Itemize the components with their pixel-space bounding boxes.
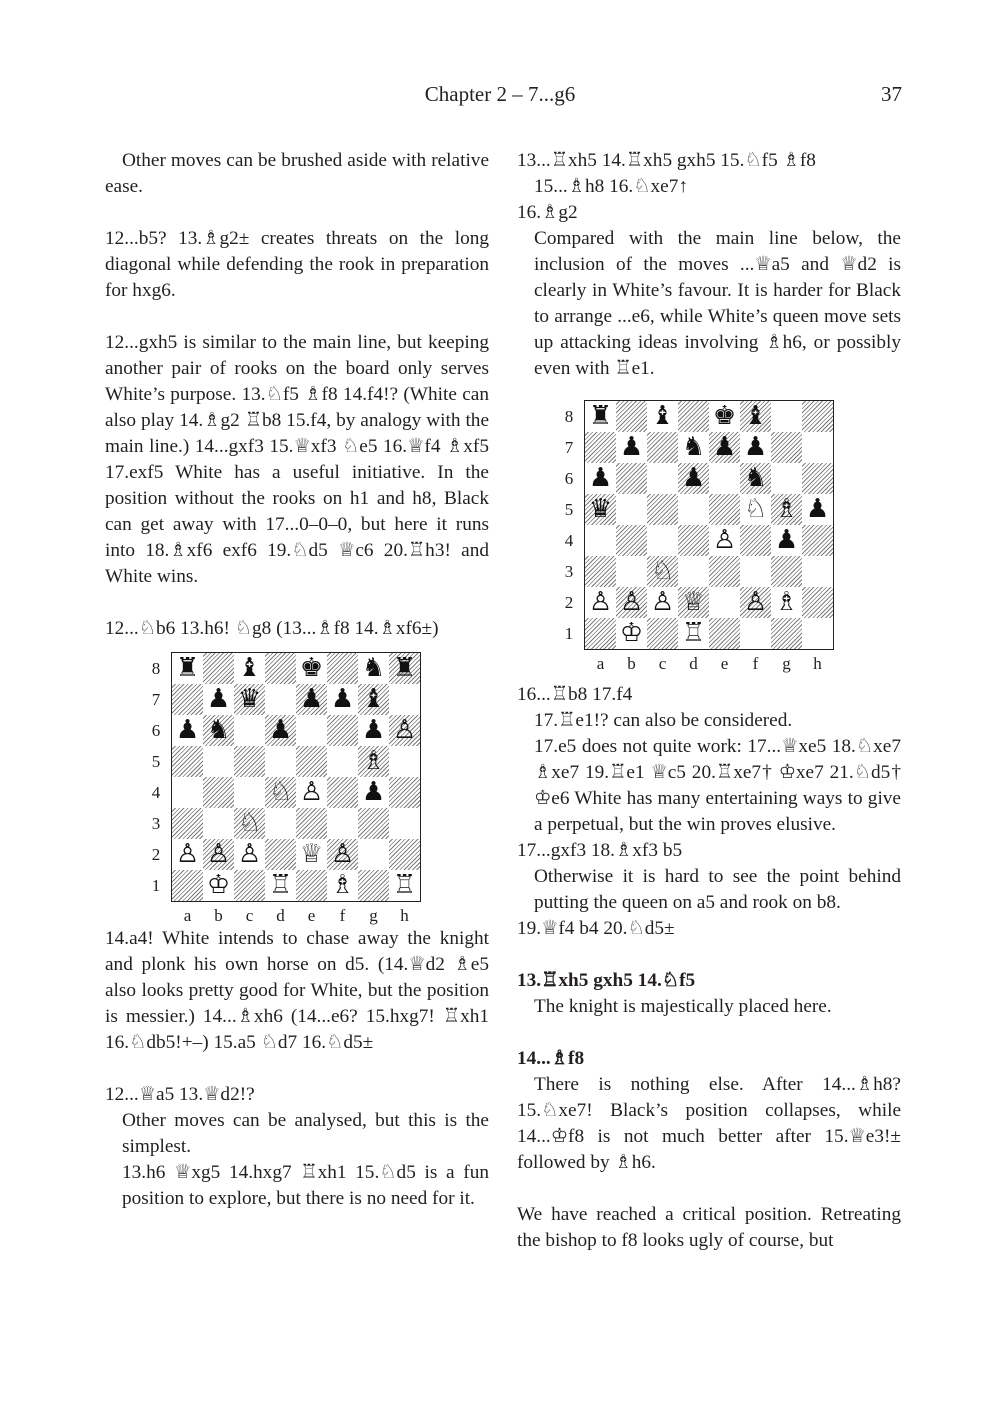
chess-piece: ♝ [650,401,675,431]
chess-piece: ♞ [361,653,386,683]
chess-piece: ♗ [361,746,386,776]
file-labels [172,903,420,929]
square-e2 [709,587,740,618]
square-g1 [358,870,389,901]
rank-label: 7 [151,690,161,709]
file-label: a [183,906,192,925]
square-c8 [647,401,678,432]
chess-piece: ♟ [299,684,324,714]
square-c2 [234,839,265,870]
square-h7 [802,432,833,463]
chessboard-1 [171,652,421,902]
square-d7 [265,684,296,715]
chess-piece: ♙ [588,587,613,617]
square-a4 [585,525,616,556]
square-b8 [616,401,647,432]
square-c7 [234,684,265,715]
chess-piece: ♜ [175,653,200,683]
chess-piece: ♘ [268,777,293,807]
chess-piece: ♟ [805,494,830,524]
paragraph: 14.a4! White intends to chase away the knight and plonk his own horse on d5. (14.♕d2 ♗e5 also looks pretty good for White, but the position is messier.) 14...♗xh6 (14...e6? 15.hxg7! ♖xh1 16.♘db5!+–) 15.a5 ♘d7 16.♘d5± [105,928,489,1053]
chess-piece: ♛ [237,684,262,714]
chess-piece: ♟ [361,777,386,807]
square-f8 [327,653,358,684]
rank-label: 1 [151,876,161,895]
square-g7 [771,432,802,463]
square-f7 [740,432,771,463]
chess-piece: ♝ [361,684,386,714]
square-b4 [616,525,647,556]
square-e2 [296,839,327,870]
chess-piece: ♝ [743,401,768,431]
square-g2 [771,587,802,618]
chess-piece: ♗ [330,870,355,900]
chess-piece: ♚ [712,401,737,431]
square-a1 [585,618,616,649]
square-e8 [709,401,740,432]
chess-piece: ♟ [619,432,644,462]
square-g2 [358,839,389,870]
square-b2 [203,839,234,870]
chess-piece: ♘ [650,556,675,586]
square-f6 [327,715,358,746]
chess-piece: ♔ [206,870,231,900]
square-e1 [709,618,740,649]
chess-piece: ♞ [743,463,768,493]
square-e6 [709,463,740,494]
paragraph: There is nothing else. After 14...♗h8? 15.♘xe7! Black’s position collapses, while 14...♔f8 is not much better after 15.♕e3!± followed by ♗h6. [517,1074,901,1173]
square-g3 [358,808,389,839]
square-d6 [265,715,296,746]
square-b7 [203,684,234,715]
square-b1 [616,618,647,649]
chess-piece: ♙ [650,587,675,617]
paragraph: 13...♖xh5 14.♖xh5 gxh5 15.♘f5 ♗f8 [517,150,816,171]
chess-piece: ♙ [206,839,231,869]
chess-piece: ♟ [175,715,200,745]
rank-label: 4 [564,531,574,550]
square-d3 [678,556,709,587]
square-h1 [389,870,420,901]
square-c8 [234,653,265,684]
square-b1 [203,870,234,901]
square-c6 [647,463,678,494]
square-f5 [740,494,771,525]
square-h6 [802,463,833,494]
square-a5 [585,494,616,525]
chess-piece: ♔ [619,618,644,648]
square-a2 [585,587,616,618]
square-d6 [678,463,709,494]
paragraph: We have reached a critical position. Retreating the bishop to f8 looks ugly of course, but [517,1204,901,1251]
rank-label: 5 [564,500,574,519]
square-f8 [740,401,771,432]
square-f1 [740,618,771,649]
square-f2 [327,839,358,870]
chess-piece: ♟ [588,463,613,493]
square-a7 [585,432,616,463]
paragraph: 15...♗h8 16.♘xe7↑ [534,176,688,197]
square-d1 [265,870,296,901]
square-h3 [389,808,420,839]
square-a3 [172,808,203,839]
chess-piece: ♟ [330,684,355,714]
square-h8 [389,653,420,684]
square-g7 [358,684,389,715]
square-a2 [172,839,203,870]
square-e7 [296,684,327,715]
paragraph: Other moves can be analysed, but this is the simplest. [122,1110,489,1157]
rank-label: 2 [564,593,574,612]
square-f4 [740,525,771,556]
square-h2 [802,587,833,618]
square-b8 [203,653,234,684]
square-b2 [616,587,647,618]
square-c1 [647,618,678,649]
square-a6 [585,463,616,494]
square-c3 [647,556,678,587]
square-a1 [172,870,203,901]
square-g8 [771,401,802,432]
square-h6 [389,715,420,746]
left-column [105,148,489,1212]
square-b6 [616,463,647,494]
square-a3 [585,556,616,587]
file-labels [585,651,833,677]
square-e7 [709,432,740,463]
file-label: g [782,654,791,673]
chess-piece: ♘ [743,494,768,524]
file-label: c [245,906,254,925]
chess-piece: ♟ [681,463,706,493]
square-d8 [265,653,296,684]
paragraph: The knight is majestically placed here. [534,996,832,1017]
rank-labels [149,653,163,901]
square-d4 [678,525,709,556]
chess-diagram-2 [517,392,901,682]
rank-label: 1 [564,624,574,643]
chess-piece: ♖ [392,870,417,900]
square-e8 [296,653,327,684]
rank-label: 4 [151,783,161,802]
square-a6 [172,715,203,746]
chess-piece: ♗ [774,494,799,524]
square-f6 [740,463,771,494]
paragraph: Compared with the main line below, the inclusion of the moves ...♕a5 and ♕d2 is clearly in White’s favour. It is harder for Black to arrange ...e6, while White’s queen move sets up attacking ideas involving ♗h6, or possibly even with ♖e1. [534,228,901,379]
right-column [517,148,901,1254]
square-c7 [647,432,678,463]
square-g3 [771,556,802,587]
file-label: h [813,654,822,673]
square-e6 [296,715,327,746]
paragraph: 19.♕f4 b4 20.♘d5± [517,918,675,939]
file-label: b [214,906,223,925]
square-g8 [358,653,389,684]
chess-piece: ♜ [588,401,613,431]
paragraph: 16...♖b8 17.f4 [517,684,633,705]
rank-label: 8 [564,407,574,426]
square-d8 [678,401,709,432]
square-g6 [771,463,802,494]
square-g1 [771,618,802,649]
chess-piece: ♙ [299,777,324,807]
square-h3 [802,556,833,587]
file-label: a [596,654,605,673]
square-a7 [172,684,203,715]
paragraph: 17...gxf3 18.♗xf3 b5 [517,840,683,861]
chess-piece: ♟ [206,684,231,714]
square-h4 [389,777,420,808]
square-c4 [234,777,265,808]
paragraph: 12...gxh5 is similar to the main line, but keeping another pair of rooks on the board only serves White’s purpose. 13.♘f5 ♗f8 14.f4!? (White can also play 14.♗g2 ♖b8 15.f4, by analogy with the main line.) 14...gxf3 15.♕xf3 ♘e5 16.♕f4 ♗xf5 17.exf5 White has a useful initiative. In the position without the rooks on h1 and h8, Black can get away with 17...0–0–0, but here it runs into 18.♗xf6 exf6 19.♘d5 ♕c6 20.♖h3! and White wins. [105,332,489,587]
square-d3 [265,808,296,839]
square-b3 [203,808,234,839]
square-f1 [327,870,358,901]
paragraph: 12...♘b6 13.h6! ♘g8 (13...♗f8 14.♗xf6±) [105,618,439,639]
square-h8 [802,401,833,432]
chess-piece: ♙ [619,587,644,617]
chess-piece: ♗ [774,587,799,617]
square-c4 [647,525,678,556]
chess-piece: ♝ [237,653,262,683]
rank-label: 3 [564,562,574,581]
square-c5 [647,494,678,525]
square-h2 [389,839,420,870]
square-h1 [802,618,833,649]
rank-label: 3 [151,814,161,833]
chess-piece: ♙ [237,839,262,869]
rank-label: 7 [564,438,574,457]
file-label: f [752,654,759,673]
chess-piece: ♛ [588,494,613,524]
file-label: g [369,906,378,925]
paragraph: Other moves can be brushed aside with relative ease. [105,150,489,197]
square-f3 [740,556,771,587]
chapter-title: Chapter 2 – 7...g6 [424,82,576,106]
chess-piece: ♟ [712,432,737,462]
square-a4 [172,777,203,808]
file-label: d [276,906,285,925]
chessboard-2 [584,400,834,650]
square-e1 [296,870,327,901]
square-f5 [327,746,358,777]
paragraph: 12...b5? 13.♗g2± creates threats on the long diagonal while defending the rook in preparation for hxg6. [105,228,489,301]
square-g5 [358,746,389,777]
square-b5 [616,494,647,525]
square-b4 [203,777,234,808]
paragraph: 16.♗g2 [517,202,578,223]
chess-piece: ♚ [299,653,324,683]
square-g6 [358,715,389,746]
square-f7 [327,684,358,715]
rank-label: 5 [151,752,161,771]
chess-piece: ♟ [361,715,386,745]
move-heading: 13.♖xh5 gxh5 14.♘f5 [517,970,696,991]
square-g4 [358,777,389,808]
square-d5 [265,746,296,777]
chess-piece: ♙ [175,839,200,869]
rank-label: 6 [564,469,574,488]
paragraph: 17.♖e1!? can also be considered. [534,710,793,731]
square-a5 [172,746,203,777]
chess-piece: ♟ [774,525,799,555]
rank-label: 2 [151,845,161,864]
chess-piece: ♕ [299,839,324,869]
square-f2 [740,587,771,618]
square-h4 [802,525,833,556]
square-d2 [678,587,709,618]
square-e4 [296,777,327,808]
square-c2 [647,587,678,618]
file-label: h [400,906,409,925]
square-e5 [296,746,327,777]
chess-piece: ♙ [743,587,768,617]
file-label: b [627,654,636,673]
chess-piece: ♜ [392,653,417,683]
square-e3 [296,808,327,839]
square-e3 [709,556,740,587]
paragraph: 13.h6 ♕xg5 14.hxg7 ♖xh1 15.♘d5 is a fun position to explore, but there is no need for it. [122,1162,489,1209]
square-e4 [709,525,740,556]
square-d1 [678,618,709,649]
page-number: 37 [881,82,902,106]
square-h5 [802,494,833,525]
chess-piece: ♕ [681,587,706,617]
square-d7 [678,432,709,463]
square-f3 [327,808,358,839]
square-d5 [678,494,709,525]
square-h7 [389,684,420,715]
square-e5 [709,494,740,525]
chess-piece: ♟ [743,432,768,462]
square-g4 [771,525,802,556]
rank-label: 8 [151,659,161,678]
rank-labels [562,401,576,649]
chess-piece: ♖ [681,618,706,648]
square-c1 [234,870,265,901]
chess-piece: ♙ [330,839,355,869]
square-d4 [265,777,296,808]
chess-piece: ♙ [392,715,417,745]
square-c6 [234,715,265,746]
square-d2 [265,839,296,870]
square-h5 [389,746,420,777]
square-b7 [616,432,647,463]
file-label: d [689,654,698,673]
square-c3 [234,808,265,839]
chess-piece: ♖ [268,870,293,900]
paragraph: 12...♕a5 13.♕d2!? [105,1084,255,1105]
square-a8 [585,401,616,432]
square-b3 [616,556,647,587]
paragraph: 17.e5 does not quite work: 17...♕xe5 18.♘xe7 ♗xe7 19.♖e1 ♕c5 20.♖xe7† ♔xe7 21.♘d5† ♔e6 White has many entertaining ways to give a perpetual, but the win proves elusive. [534,736,901,835]
paragraph: Otherwise it is hard to see the point behind putting the queen on a5 and rook on b8. [534,866,901,913]
square-g5 [771,494,802,525]
file-label: e [307,906,316,925]
chess-piece: ♙ [712,525,737,555]
file-label: e [720,654,729,673]
square-a8 [172,653,203,684]
chess-piece: ♟ [268,715,293,745]
chess-piece: ♘ [237,808,262,838]
rank-label: 6 [151,721,161,740]
file-label: c [658,654,667,673]
move-heading: 14...♗f8 [517,1048,585,1069]
square-c5 [234,746,265,777]
square-f4 [327,777,358,808]
chess-diagram-1 [105,652,489,926]
square-b5 [203,746,234,777]
chess-piece: ♞ [206,715,231,745]
square-b6 [203,715,234,746]
page-header [0,82,1000,112]
chess-piece: ♞ [681,432,706,462]
file-label: f [339,906,346,925]
